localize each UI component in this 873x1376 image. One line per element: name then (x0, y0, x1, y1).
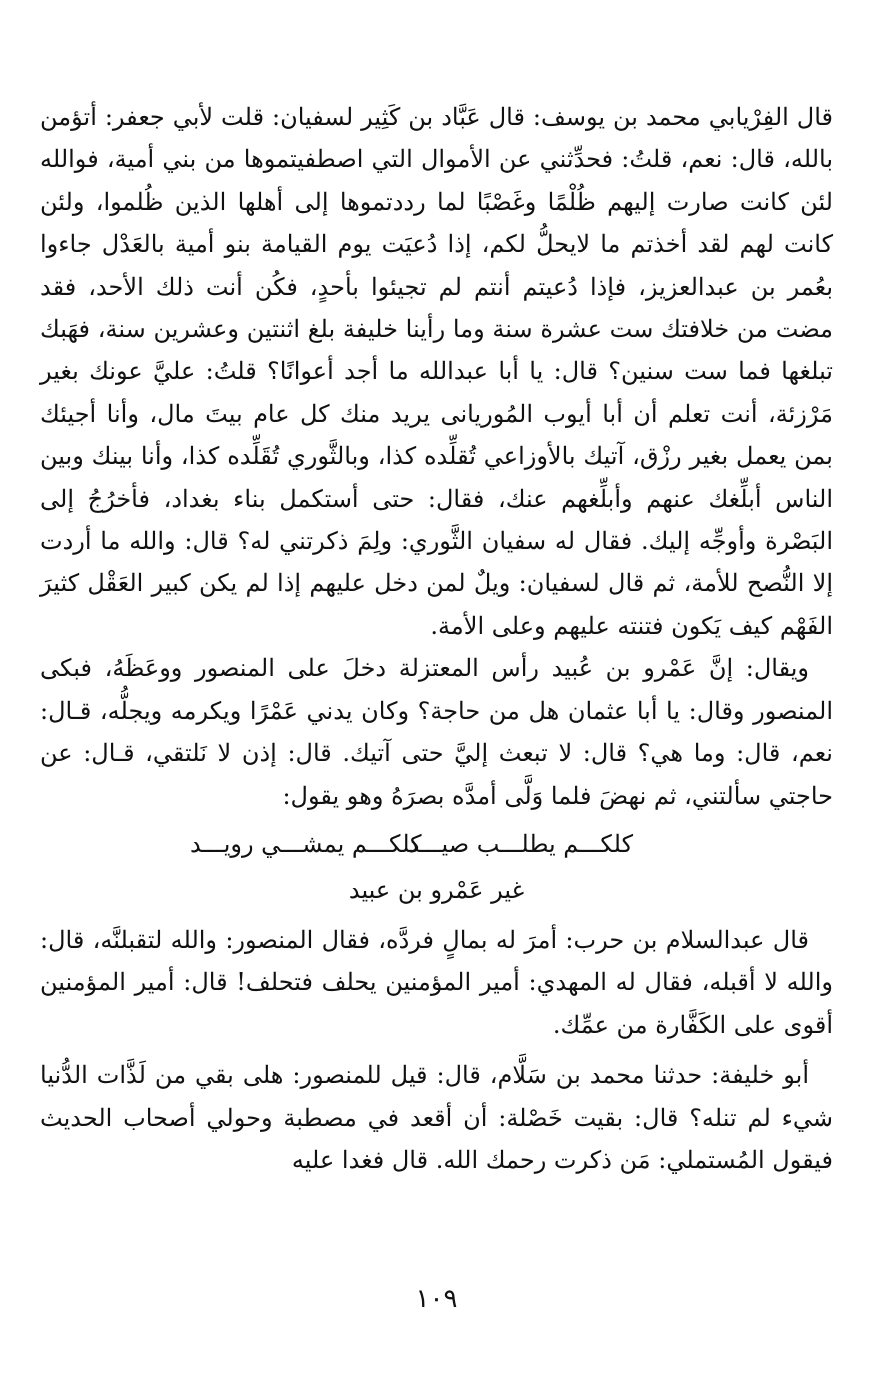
paragraph-faryabi: قال الفِرْيابي محمد بن يوسف: قال عَبَّاد بن كَثِير لسفيان: قلت لأبي جعفر: أتؤمن بالله، قال: نعم، قلتُ: فحدِّثني عن الأموال التي اصطفيتموها من بني أمية، فوالله لئن كانت صارت إليهم ظُلْمًا وغَصْبًا لما رددتموها إلى أهلها الذين ظُلموا، ولئن كانت لهم لقد أخذتم ما لايحلُّ لكم، إذا دُعيَت يوم القيامة بنو أمية بالعَدْل جاءوا بعُمر بن عبدالعزيز، فإذا دُعيتم أنتم لم تجيئوا بأحدٍ، فكُن أنت ذلك الأحد، فقد مضت من خلافتك ست عشرة سنة وما رأينا خليفة بلغ اثنتين وعشرين سنة، فهَبك تبلغها فما ست سنين؟ قال: يا أبا عبدالله ما أجد أعوانًا؟ قلتُ: عليَّ عونك بغير مَرْزئة، أنت تعلم أن أبا أيوب المُوريانى يريد منك كل عام بيتَ مال، وأنا أجيئك بمن يعمل بغير رزْق، آتيك بالأوزاعي تُقلِّده كذا، وبالثَّوري تُقَلِّده كذا، وأنا بينك وبين الناس أبلِّغك عنهم وأبلِّغهم عنك، فقال: حتى أستكمل بناء بغداد، فأخرُجُ إلى البَصْرة وأوجِّه إليك. فقال له سفيان الثَّوري: ولِمَ ذكرتني له؟ قال: والله ما أردت إلا النُّصح للأمة، ثم قال لسفيان: ويلٌ لمن دخل عليهم إذا لم يكن كبير العَقْل كثيرَ الفَهْم كيف يَكون فتنته عليهم وعلى الأمة. (40, 103, 833, 640)
verse-hemistich-2: كلكـــم يمشـــي رويـــد (190, 829, 422, 858)
paragraph-amr-ibn-ubayd: ويقال: إنَّ عَمْرو بن عُبيد رأس المعتزلة دخلَ على المنصور ووعَظَهُ، فبكى المنصور وقال: يا أبا عثمان هل من حاجة؟ وكان يدني عَمْرًا ويكرمه ويجلُّه، قـال: نعم، قال: وما هي؟ قال: لا تبعث إليَّ حتى آتيك. قال: إذن لا نَلتقي، قـال: عن حاجتي سألتني، ثم نهضَ فلما وَلَّى أمدَّه بصرَهُ وهو يقول: (40, 654, 833, 810)
verse-hemistich-1: كلكـــم يطلـــب صيـــد (407, 829, 633, 858)
verse-line-1 (40, 823, 833, 865)
verse-line-2: غير عَمْرو بن عبيد (348, 875, 525, 904)
paragraph-abdussalam: قال عبدالسلام بن حرب: أمرَ له بمالٍ فردَّه، فقال المنصور: والله لتقبلنَّه، قال: والله لا أقبله، فقال له المهدي: أمير المؤمنين يحلف فتحلف! قال: أمير المؤمنين أقوى على الكَفَّارة من عمِّك. (40, 925, 833, 1039)
paragraph-abu-khalifa: أبو خليفة: حدثنا محمد بن سَلَّام، قال: قيل للمنصور: هلى بقي من لَذَّات الدُّنيا شيء لم تنله؟ قال: بقيت خَصْلة: أن أقعد في مصطبة وحولي أصحاب الحديث فيقول المُستملي: مَن ذكرت رحمك الله. قال فغدا عليه (40, 1061, 833, 1174)
page-number: ١٠٩ (415, 1284, 458, 1314)
